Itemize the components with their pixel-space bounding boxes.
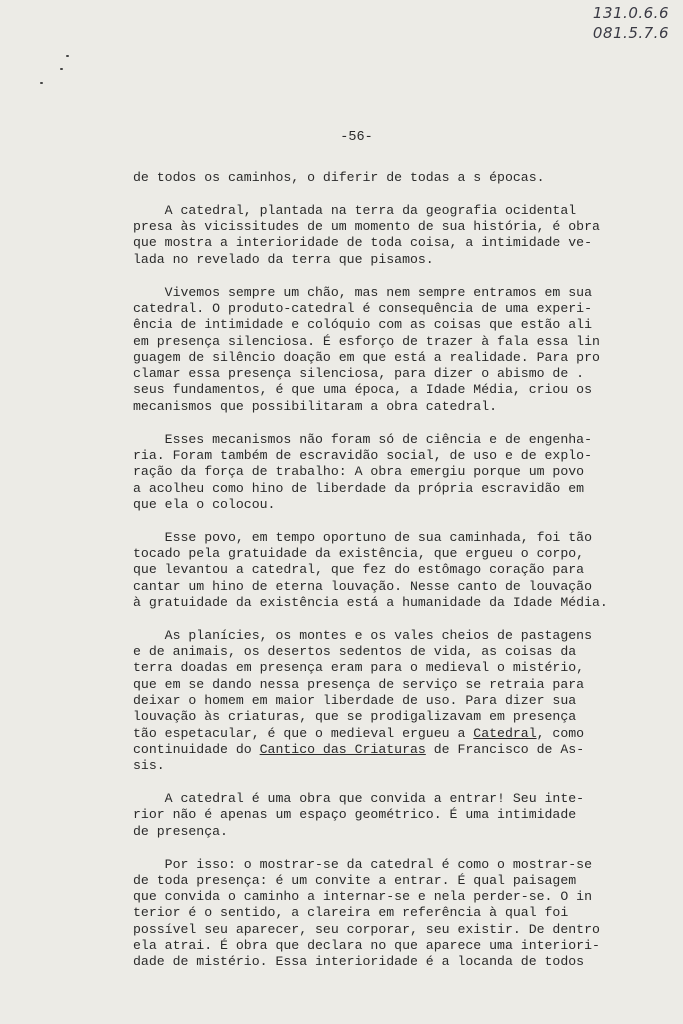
ink-speck: [66, 55, 69, 57]
paragraph: [133, 628, 603, 775]
paragraph: [133, 791, 603, 840]
paragraph: [133, 529, 608, 611]
text-line: a acolheu como hino de liberdade da própria escravidão em: [133, 480, 585, 496]
text-line: à gratuidade da existência está a humanidade da Idade Média.: [133, 594, 608, 610]
text-line: ria. Foram também de escravidão social, de uso e de explo-: [133, 447, 592, 463]
text-line: de toda presença: é um convite a entrar. É qual paisagem: [133, 872, 577, 888]
text-line: sis.: [133, 758, 165, 774]
paragraph: [133, 285, 603, 415]
text-line: mecanismos que possibilitaram a obra catedral.: [133, 398, 498, 414]
paragraph: [133, 432, 603, 513]
text-line: em presença silenciosa. É esforço de trazer à fala essa lin: [133, 333, 600, 349]
text-line: rior não é apenas um espaço geométrico. É uma intimidade: [133, 807, 577, 823]
text-line: guagem de silêncio doação em que está a realidade. Para pro: [133, 349, 600, 365]
text-line: cantar um hino de eterna louvação. Nesse canto de louvação: [133, 578, 592, 594]
text-line: ência de intimidade e colóquio com as coisas que estão ali: [133, 317, 592, 333]
text-line: clamar essa presença silenciosa, para dizer o abismo de .: [133, 366, 585, 382]
text-line: ela atrai. É obra que declara no que aparece uma interiori-: [133, 938, 600, 954]
text-line: lada no revelado da terra que pisamos.: [133, 251, 434, 267]
ink-speck: [60, 68, 63, 70]
text-line: e de animais, os desertos sedentos de vida, as coisas da: [133, 644, 577, 660]
text-line: seus fundamentos, é que uma época, a Idade Média, criou os: [133, 382, 592, 398]
text-line: possível seu aparecer, seu corporar, seu existir. De dentro: [133, 921, 600, 937]
text-line: que ela o colocou.: [133, 496, 276, 512]
underlined-term: Cantico das Criaturas: [259, 741, 426, 757]
text-line: continuidade do Cantico das Criaturas de Francisco de As-: [133, 741, 585, 757]
text-line: Vivemos sempre um chão, mas nem sempre entramos em sua: [133, 284, 592, 300]
text-line: de presença.: [133, 823, 228, 839]
text-line: As planícies, os montes e os vales cheios de pastagens: [133, 627, 592, 643]
paragraph: [133, 857, 603, 971]
text-line: que em se dando nessa presença de serviço se retraia para: [133, 676, 585, 692]
text-line: A catedral é uma obra que convida a entrar! Seu inte-: [133, 791, 585, 807]
text-line: A catedral, plantada na terra da geografia ocidental: [133, 202, 577, 218]
text-line: deixar o homem em maior liberdade de uso. Para dizer sua: [133, 692, 577, 708]
text-line: Esse povo, em tempo oportuno de sua caminhada, foi tão: [133, 529, 592, 545]
text-line: tocado pela gratuidade da existência, que ergueu o corpo,: [133, 546, 585, 562]
text-line: de todos os caminhos, o diferir de todas a s épocas.: [133, 170, 545, 185]
text-line: tão espetacular, é que o medieval ergueu a Catedral, como: [133, 725, 585, 741]
body-text: [133, 170, 608, 987]
text-line: Por isso: o mostrar-se da catedral é como o mostrar-se: [133, 856, 592, 872]
page-number: -56-: [340, 130, 373, 145]
archive-code-2: 081.5.7.6: [592, 24, 669, 42]
underlined-term: Catedral: [473, 725, 537, 741]
text-line: catedral. O produto-catedral é consequência de uma experi-: [133, 300, 592, 316]
text-line: terra doadas em presença eram para o medieval o mistério,: [133, 660, 585, 676]
paragraph: [133, 203, 603, 268]
text-line: presa às vicissitudes de um momento de sua história, é obra: [133, 219, 600, 235]
ink-speck: [40, 82, 43, 84]
text-line: dade de mistério. Essa interioridade é a locanda de todos: [133, 954, 585, 970]
paragraph: [133, 170, 603, 186]
text-line: terior é o sentido, a clareira em referência à qual foi: [133, 905, 569, 921]
text-line: que levantou a catedral, que fez do estômago coração para: [133, 562, 585, 578]
text-line: que convida o caminho a internar-se e nela perder-se. O in: [133, 889, 592, 905]
text-line: ração da força de trabalho: A obra emergiu porque um povo: [133, 464, 585, 480]
archive-code-1: 131.0.6.6: [592, 4, 669, 22]
text-line: louvação às criaturas, que se prodigalizavam em presença: [133, 709, 577, 725]
text-line: Esses mecanismos não foram só de ciência e de engenha-: [133, 431, 592, 447]
text-line: que mostra a interioridade de toda coisa, a intimidade ve-: [133, 235, 592, 251]
